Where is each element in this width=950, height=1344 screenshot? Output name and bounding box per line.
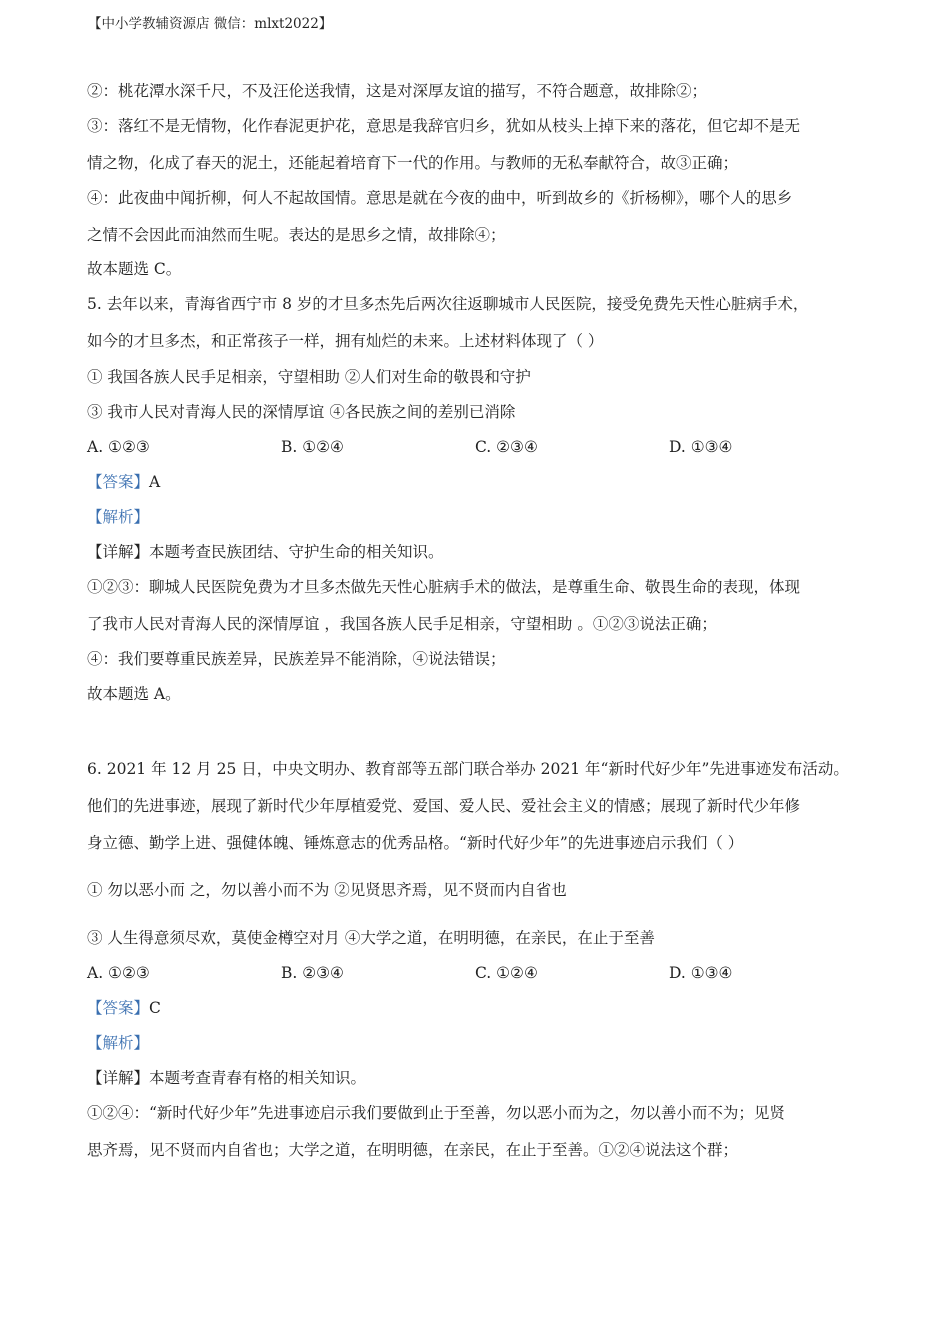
q5-option-a: A. ①②③ (87, 438, 150, 456)
q6-stem-line: 他们的先进事迹，展现了新时代少年厚植爱党、爱国、爱人民、爱社会主义的情感；展现了新时代少年修 (87, 797, 801, 815)
q5-answer (87, 472, 160, 492)
q5-detail-line: 了我市人民对青海人民的深情厚谊 ，我国各族人民手足相亲，守望相助 。①②③说法正确； (87, 615, 717, 633)
q4-analysis-line: ③：落红不是无情物，化作春泥更护花，意思是我辞官归乡，犹如从枝头上掉下来的落花，但它却不是无 (87, 117, 801, 135)
q6-option-a: A. ①②③ (87, 964, 150, 982)
q4-analysis-line: 情之物，化成了春天的泥土，还能起着培育下一代的作用。与教师的无私奉献符合，故③正确； (87, 154, 739, 172)
q6-detail-line: 【详解】本题考查青春有格的相关知识。 (87, 1069, 367, 1087)
q5-detail-line: 【详解】本题考查民族团结、守护生命的相关知识。 (87, 543, 444, 561)
q5-option-d: D. ①③④ (669, 438, 733, 456)
q5-statement-line: ③ 我市人民对青海人民的深情厚谊 ④各民族之间的差别已消除 (87, 403, 516, 421)
answer-value: A (149, 473, 161, 491)
q5-option-c: C. ②③④ (475, 438, 538, 456)
answer-tag: 【答案】 (87, 473, 150, 491)
answer-tag: 【答案】 (87, 999, 150, 1017)
q5-stem-line: 如今的才旦多杰，和正常孩子一样，拥有灿烂的未来。上述材料体现了（ ） (87, 332, 604, 350)
page-header: 【中小学教辅资源店 微信：mlxt2022】 (88, 16, 333, 32)
q4-conclusion: 故本题选 C。 (87, 260, 182, 278)
q5-detail-line: ①②③：聊城人民医院免费为才旦多杰做先天性心脏病手术的做法，是尊重生命、敬畏生命的表现，体现 (87, 578, 801, 596)
q6-statement-line: ③ 人生得意须尽欢，莫使金樽空对月 ④大学之道，在明明德，在亲民，在止于至善 (87, 929, 655, 947)
q6-detail-line: ①②④：“新时代好少年”先进事迹启示我们要做到止于至善，勿以恶小而为之，勿以善小而不为；见贤 (87, 1104, 785, 1122)
q5-detail-line: ④：我们要尊重民族差异，民族差异不能消除，④说法错误； (87, 650, 506, 668)
q4-analysis-line: 之情不会因此而油然而生呢。表达的是思乡之情，故排除④； (87, 226, 506, 244)
q4-analysis-line: ②：桃花潭水深千尺，不及汪伦送我情，这是对深厚友谊的描写，不符合题意，故排除②； (87, 82, 708, 100)
q5-analysis-tag: 【解析】 (87, 508, 150, 526)
q5-conclusion: 故本题选 A。 (87, 685, 181, 703)
q6-analysis-tag: 【解析】 (87, 1034, 150, 1052)
q6-stem-line: 身立德、勤学上进、强健体魄、锤炼意志的优秀品格。“新时代好少年”的先进事迹启示我们（ ） (87, 834, 744, 852)
q6-answer (87, 998, 161, 1018)
q5-statement-line: ① 我国各族人民手足相亲，守望相助 ②人们对生命的敬畏和守护 (87, 368, 531, 386)
q6-option-d: D. ①③④ (669, 964, 733, 982)
q5-stem-line: 5. 去年以来，青海省西宁市 8 岁的才旦多杰先后两次往返聊城市人民医院，接受免费先天性心脏病手术， (87, 295, 809, 313)
q6-stem-line: 6. 2021 年 12 月 25 日，中央文明办、教育部等五部门联合举办 2021 年“新时代好少年”先进事迹发布活动。 (87, 760, 849, 778)
q5-option-b: B. ①②④ (281, 438, 344, 456)
q6-detail-line: 思齐焉，见不贤而内自省也；大学之道，在明明德，在亲民，在止于至善。①②④说法这个群； (87, 1141, 739, 1159)
q6-statement-line: ① 勿以恶小而 之，勿以善小而不为 ②见贤思齐焉，见不贤而内自省也 (87, 881, 567, 899)
q4-analysis-line: ④：此夜曲中闻折柳，何人不起故国情。意思是就在今夜的曲中，听到故乡的《折杨柳》，哪个人的思乡 (87, 189, 793, 207)
q6-option-c: C. ①②④ (475, 964, 538, 982)
q6-option-b: B. ②③④ (281, 964, 344, 982)
answer-value: C (149, 999, 161, 1017)
